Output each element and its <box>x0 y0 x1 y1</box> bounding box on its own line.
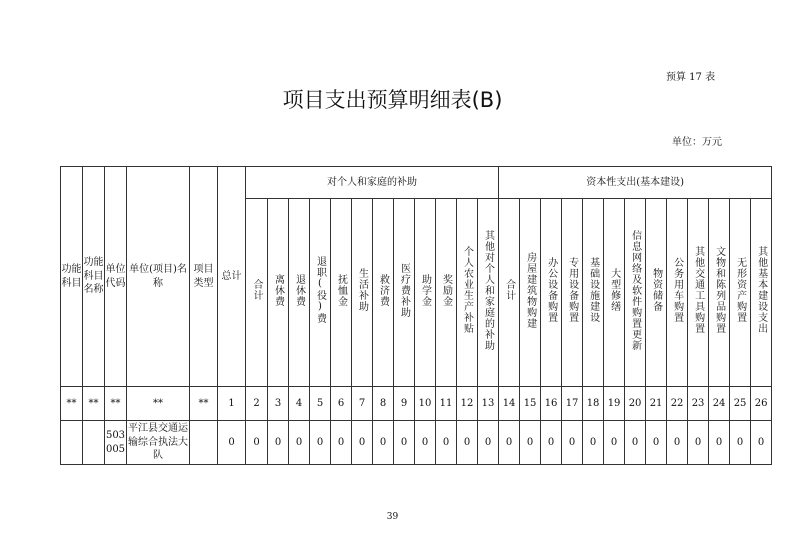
header-group-personal: 对个人和家庭的补助 <box>246 167 499 199</box>
index-cell: 22 <box>667 387 688 421</box>
value-cell: 0 <box>709 421 730 465</box>
index-cell: 16 <box>541 387 562 421</box>
header-capital-col: 文物和陈列品购置 <box>709 199 730 387</box>
project-type-cell <box>190 421 218 465</box>
header-personal-col: 合计 <box>246 199 268 387</box>
header-func-subject: 功能科目 <box>61 167 83 387</box>
index-cell: 4 <box>289 387 310 421</box>
header-project-type: 项目类型 <box>190 167 218 387</box>
header-personal-col: 个人农业生产补贴 <box>457 199 478 387</box>
header-personal-col: 抚恤金 <box>331 199 352 387</box>
value-cell: 0 <box>625 421 646 465</box>
header-personal-col: 退职(役)费 <box>310 199 331 387</box>
header-personal-col: 离休费 <box>268 199 289 387</box>
value-cell: 0 <box>246 421 268 465</box>
header-personal-col: 医疗费补助 <box>394 199 415 387</box>
budget-detail-table <box>60 166 772 465</box>
index-cell: ** <box>190 387 218 421</box>
value-cell: 0 <box>415 421 436 465</box>
index-cell: ** <box>127 387 190 421</box>
index-cell: 1 <box>218 387 246 421</box>
value-cell: 0 <box>457 421 478 465</box>
header-capital-col: 其他交通工具购置 <box>688 199 709 387</box>
value-cell: 0 <box>218 421 246 465</box>
value-cell: 0 <box>499 421 520 465</box>
index-cell: 26 <box>751 387 772 421</box>
header-personal-col: 生活补助 <box>352 199 373 387</box>
index-cell: 11 <box>436 387 457 421</box>
value-cell: 0 <box>562 421 583 465</box>
value-cell: 0 <box>268 421 289 465</box>
index-cell: 9 <box>394 387 415 421</box>
value-cell: 0 <box>352 421 373 465</box>
header-capital-col: 基础设施建设 <box>583 199 604 387</box>
header-personal-col: 退休费 <box>289 199 310 387</box>
index-cell: 24 <box>709 387 730 421</box>
func-subject-name-cell <box>83 421 105 465</box>
header-capital-col: 信息网络及软件购置更新 <box>625 199 646 387</box>
value-cell: 0 <box>394 421 415 465</box>
unit-label: 单位：万元 <box>672 137 722 148</box>
index-cell: 3 <box>268 387 289 421</box>
header-capital-col: 大型修缮 <box>604 199 625 387</box>
header-personal-col: 其他对个人和家庭的补助 <box>478 199 499 387</box>
value-cell: 0 <box>667 421 688 465</box>
index-row <box>61 387 772 421</box>
index-cell: 14 <box>499 387 520 421</box>
index-cell: ** <box>61 387 83 421</box>
header-capital-col: 其他基本建设支出 <box>751 199 772 387</box>
header-personal-col: 助学金 <box>415 199 436 387</box>
page-title: 项目支出预算明细表(B) <box>282 88 503 112</box>
value-cell: 0 <box>541 421 562 465</box>
index-cell: 20 <box>625 387 646 421</box>
header-capital-col: 无形资产购置 <box>730 199 751 387</box>
form-number: 预算 17 表 <box>666 72 716 83</box>
header-personal-col: 救济费 <box>373 199 394 387</box>
value-cell: 0 <box>646 421 667 465</box>
value-cell: 0 <box>373 421 394 465</box>
header-capital-col: 合计 <box>499 199 520 387</box>
header-capital-col: 房屋建筑物购建 <box>520 199 541 387</box>
index-cell: 23 <box>688 387 709 421</box>
index-cell: 7 <box>352 387 373 421</box>
value-cell: 0 <box>604 421 625 465</box>
value-cell: 0 <box>730 421 751 465</box>
index-cell: 25 <box>730 387 751 421</box>
header-unit-name: 单位(项目)名称 <box>127 167 190 387</box>
header-row-groups <box>61 167 772 199</box>
header-capital-col: 专用设备购置 <box>562 199 583 387</box>
header-capital-col: 公务用车购置 <box>667 199 688 387</box>
unit-code-cell: 503005 <box>105 421 127 465</box>
index-cell: 5 <box>310 387 331 421</box>
index-cell: 17 <box>562 387 583 421</box>
header-unit-code: 单位代码 <box>105 167 127 387</box>
unit-name-cell: 平江县交通运输综合执法大队 <box>127 421 190 465</box>
value-cell: 0 <box>751 421 772 465</box>
header-personal-col: 奖励金 <box>436 199 457 387</box>
index-cell: 8 <box>373 387 394 421</box>
value-cell: 0 <box>310 421 331 465</box>
value-cell: 0 <box>436 421 457 465</box>
index-cell: 13 <box>478 387 499 421</box>
header-total: 总计 <box>218 167 246 387</box>
index-cell: 10 <box>415 387 436 421</box>
value-cell: 0 <box>520 421 541 465</box>
value-cell: 0 <box>478 421 499 465</box>
value-cell: 0 <box>583 421 604 465</box>
value-cell: 0 <box>289 421 310 465</box>
index-cell: ** <box>105 387 127 421</box>
index-cell: 15 <box>520 387 541 421</box>
header-group-capital: 资本性支出(基本建设) <box>499 167 772 199</box>
index-cell: 12 <box>457 387 478 421</box>
index-cell: 18 <box>583 387 604 421</box>
table-row <box>61 421 772 465</box>
page-number: 39 <box>386 512 399 522</box>
index-cell: 2 <box>246 387 268 421</box>
index-cell: 6 <box>331 387 352 421</box>
value-cell: 0 <box>331 421 352 465</box>
func-subject-cell <box>61 421 83 465</box>
header-capital-col: 物资储备 <box>646 199 667 387</box>
header-capital-col: 办公设备购置 <box>541 199 562 387</box>
header-func-subject-name: 功能科目名称 <box>83 167 105 387</box>
index-cell: 19 <box>604 387 625 421</box>
value-cell: 0 <box>688 421 709 465</box>
index-cell: 21 <box>646 387 667 421</box>
index-cell: ** <box>83 387 105 421</box>
